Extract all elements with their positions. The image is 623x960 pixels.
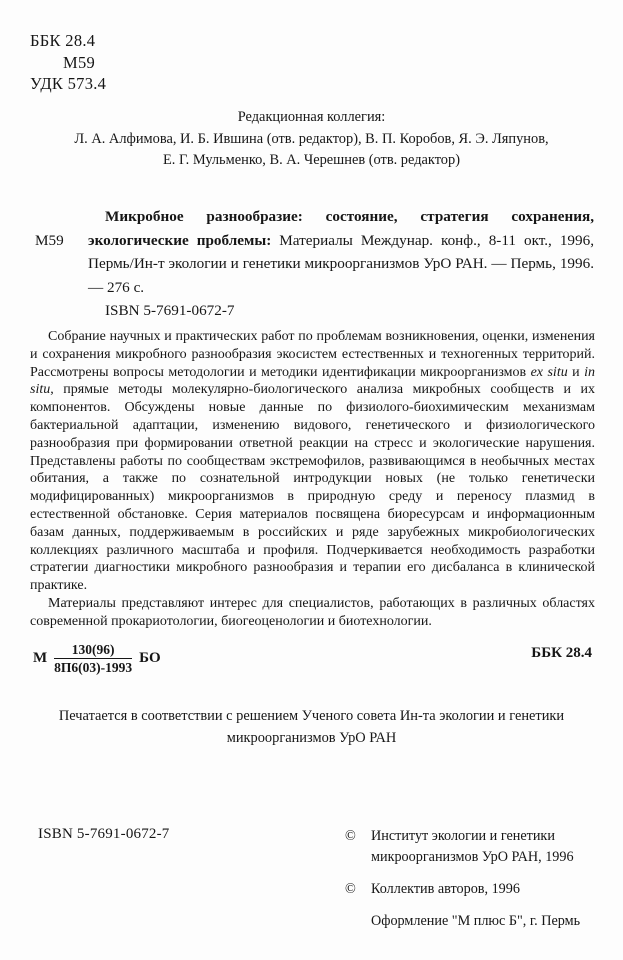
library-index-prefix: М <box>33 650 48 666</box>
isbn-footer: ISBN 5-7691-0672-7 <box>38 826 170 842</box>
editorial-board-heading: Редакционная коллегия: <box>237 109 386 125</box>
book-title: Микробное разнообразие: состояние, стратегия сохранения, экологические проблемы: <box>88 208 594 249</box>
latin-term-ex-situ: ex situ <box>530 364 568 380</box>
fraction-denominator: 8П6(03)-1993 <box>54 660 133 675</box>
catalog-entry <box>35 205 594 323</box>
author-sign-code: М59 <box>63 52 96 72</box>
copyright-icon: © <box>345 828 356 844</box>
copyright-institute-line: микроорганизмов УрО РАН, 1996 <box>371 849 574 865</box>
copyright-institute-line: Институт экологии и генетики <box>371 828 555 844</box>
catalog-margin-code: М59 <box>35 231 64 249</box>
editorial-board <box>0 107 623 172</box>
copyright-block <box>345 826 585 932</box>
library-index-suffix: БО <box>139 650 161 666</box>
editorial-board-members-line: Е. Г. Мульменко, В. А. Черешнев (отв. редактор) <box>163 152 460 168</box>
latin-term-in-situ: in situ <box>30 364 595 398</box>
copyright-entry-institute <box>345 826 585 868</box>
catalog-description: Материалы Междунар. конф., 8-11 окт., 1996, Пермь/Ин-т экологии и генетики микроорганизмов УрО РАН. — Пермь, 1996. — 276 с. <box>88 231 594 296</box>
catalog-isbn: ISBN 5-7691-0672-7 <box>105 302 235 319</box>
library-index <box>33 641 161 676</box>
copyright-icon: © <box>345 881 356 897</box>
catalog-entry-text <box>88 205 594 299</box>
fraction-numerator: 130(96) <box>54 641 132 659</box>
printing-note <box>0 705 623 749</box>
annotation-block <box>30 328 595 631</box>
design-credit <box>345 911 585 932</box>
printing-note-line: микроорганизмов УрО РАН <box>226 730 397 746</box>
classification-codes <box>30 30 106 95</box>
bbk-code-right: ББК 28.4 <box>531 645 592 661</box>
design-credit-line: Оформление "М плюс Б", г. Пермь <box>371 913 581 929</box>
library-index-fraction <box>54 641 132 676</box>
annotation-paragraph-1: Собрание научных и практических работ по проблемам возникновения, оценки, изменения и сохранения микробного разнообразия экосистем естественных и техногенных территорий. Рассмотрены вопросы методологии и методики идентификации микроорганизмов ex situ и in situ, прямые методы молекулярно-биологического анализа микробных сообществ и их компонентов. Обсуждены новые данные по физиолого-биохимическим механизмам бактериальной адаптации, изменению видового, генетического и физиологического разнообразия при формировании ответной реакции на стресс и экологические нарушения. Представлены работы по сообществам экстремофилов, развивающимся в необычных местах обитания, а также по сознательной интродукции новых (не только генетически модифицированных) микроорганизмов в природную среду и переносу плазмид в естественной обстановке. Серия материалов посвящена биоресурсам и информационным базам данных, поддерживаемым в российских и ряде зарубежных микробиологических коллекциях различного масштаба и профиля. Подчеркивается необходимость разработки стратегии диагностики микробного разнообразия и терапии его дисбаланса в клинической практике. <box>30 329 595 594</box>
editorial-board-members-line: Л. А. Алфимова, И. Б. Ившина (отв. редактор), В. П. Коробов, Я. Э. Ляпунов, <box>74 130 549 147</box>
udk-code: УДК 573.4 <box>30 74 107 93</box>
printing-note-line: Печатается в соответствии с решением Ученого совета Ин-та экологии и генетики <box>58 708 565 724</box>
bbk-code: ББК 28.4 <box>30 31 96 50</box>
annotation-paragraph-2: Материалы представляют интерес для специалистов, работающих в различных областях современной прокариотологии, биогеоценологии и биотехнологии. <box>30 595 595 629</box>
copyright-entry-authors <box>345 879 585 900</box>
copyright-authors-line: Коллектив авторов, 1996 <box>371 881 520 897</box>
